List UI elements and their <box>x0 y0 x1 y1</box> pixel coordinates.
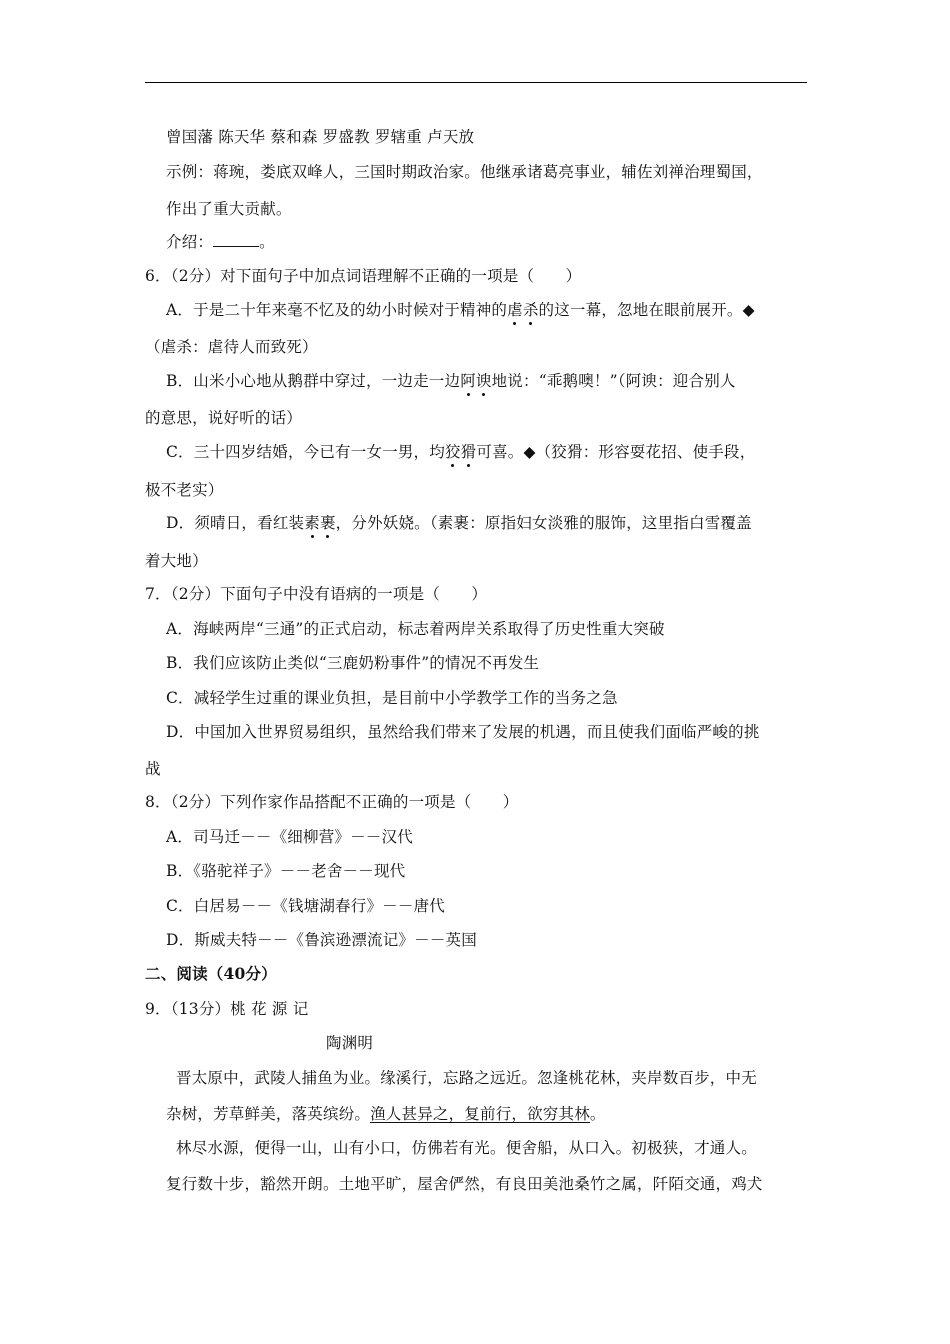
q7-option-d: D．中国加入世界贸易组织，虽然给我们带来了发展的机遇，而且使我们面临严峻的挑 <box>166 723 760 741</box>
intro-line <box>166 232 275 252</box>
q6-b-dotted-char: 谀 <box>475 372 492 390</box>
section-heading: 二、阅读（40分） <box>145 964 277 983</box>
q6-option-c <box>166 442 755 462</box>
intro-label: 介绍： <box>166 233 214 251</box>
q6-b-text-post: 地说：“乖鹅噢！”（阿谀：迎合别人 <box>491 372 736 390</box>
q6-d-text-post: ，分外妖娆。（素裹：原指妇女淡雅的服饰，这里指白雪覆盖 <box>335 514 752 532</box>
q6-option-a-cont: （虐杀：虐待人而致死） <box>145 338 318 356</box>
example-line-1: 示例：蒋琬，娄底双峰人，三国时期政治家。他继承诸葛亮事业，辅佐刘禅治理蜀国， <box>166 163 763 181</box>
q8-option-b: B．《骆驼祥子》－－老舍－－现代 <box>166 862 406 880</box>
q6-option-b-cont: 的意思，说好听的话） <box>145 409 303 427</box>
q6-a-text-post: 的这一幕，忽地在眼前展开。◆ <box>538 301 755 319</box>
q8-option-d: D．斯威夫特－－《鲁滨逊漂流记》－－英国 <box>166 931 477 949</box>
q6-option-a <box>166 300 755 320</box>
header-rule <box>145 82 807 83</box>
names-line: 曾国藩 陈天华 蔡和森 罗盛教 罗辖重 卢天放 <box>166 128 475 146</box>
q8-option-c: C．白居易－－《钱塘湖春行》－－唐代 <box>166 897 445 915</box>
q9-passage-p1-line2 <box>166 1104 606 1124</box>
q9-author: 陶渊明 <box>326 1034 374 1052</box>
q6-option-d <box>166 513 752 533</box>
q7-stem: 7．（2分）下面句子中没有语病的一项是（ ） <box>145 585 488 603</box>
q9-passage-p1-line1: 晋太原中，武陵人捕鱼为业。缘溪行，忘路之远近。忽逢桃花林，夹岸数百步，中无 <box>176 1069 757 1087</box>
q6-d-dotted-char: 裹 <box>319 514 336 532</box>
intro-end: 。 <box>259 233 275 251</box>
q6-d-text: D．须晴日，看红装 <box>166 514 305 532</box>
q6-c-dotted-char: 猾 <box>460 443 477 461</box>
q9-underlined-sentence: 渔人甚异之，复前行，欲穷其林 <box>370 1105 590 1123</box>
q6-a-dotted-char: 杀 <box>522 301 539 319</box>
q6-b-text: B．山米小心地从鹅群中穿过，一边走一边 <box>166 372 461 390</box>
example-line-2: 作出了重大贡献。 <box>166 200 292 218</box>
q7-option-b: B．我们应该防止类似“三鹿奶粉事件”的情况不再发生 <box>166 654 540 672</box>
q9-p1-text: 杂树，芳草鲜美，落英缤纷。 <box>166 1105 371 1123</box>
q6-option-b <box>166 371 736 391</box>
q7-option-d-cont: 战 <box>145 760 161 778</box>
q8-stem: 8．（2分）下列作家作品搭配不正确的一项是（ ） <box>145 793 519 811</box>
q9-p1-text-end: 。 <box>589 1105 606 1123</box>
q6-c-text-post: 可喜。◆（狡猾：形容耍花招、使手段， <box>476 443 756 461</box>
q6-stem: 6．（2分）对下面句子中加点词语理解不正确的一项是（ ） <box>145 267 582 285</box>
q9-passage-p2-line2: 复行数十步，豁然开朗。土地平旷，屋舍俨然，有良田美池桑竹之属，阡陌交通，鸡犬 <box>166 1175 763 1193</box>
q6-b-dotted-char: 阿 <box>460 372 476 390</box>
q7-option-c: C．减轻学生过重的课业负担，是目前中小学教学工作的当务之急 <box>166 689 618 707</box>
intro-answer-blank[interactable] <box>213 232 259 247</box>
q9-passage-p2-line1: 林尽水源，便得一山，山有小口，仿佛若有光。便舍船，从口入。初极狭，才通人。 <box>176 1139 757 1157</box>
q6-a-dotted-char: 虐 <box>507 301 523 319</box>
q9-stem: 9．（13分）桃 花 源 记 <box>145 1000 309 1018</box>
q6-option-d-cont: 着大地） <box>145 552 208 570</box>
q6-option-c-cont: 极不老实） <box>145 481 224 499</box>
q8-option-a: A．司马迁－－《细柳营》－－汉代 <box>166 828 413 846</box>
q6-c-dotted-char: 狡 <box>444 443 461 461</box>
q6-a-text: A．于是二十年来毫不忆及的幼小时候对于精神的 <box>166 301 508 319</box>
q6-d-dotted-char: 素 <box>304 514 320 532</box>
q7-option-a: A．海峡两岸“三通”的正式启动，标志着两岸关系取得了历史性重大突破 <box>166 620 665 638</box>
q6-c-text: C．三十四岁结婚，今已有一女一男，均 <box>166 443 445 461</box>
